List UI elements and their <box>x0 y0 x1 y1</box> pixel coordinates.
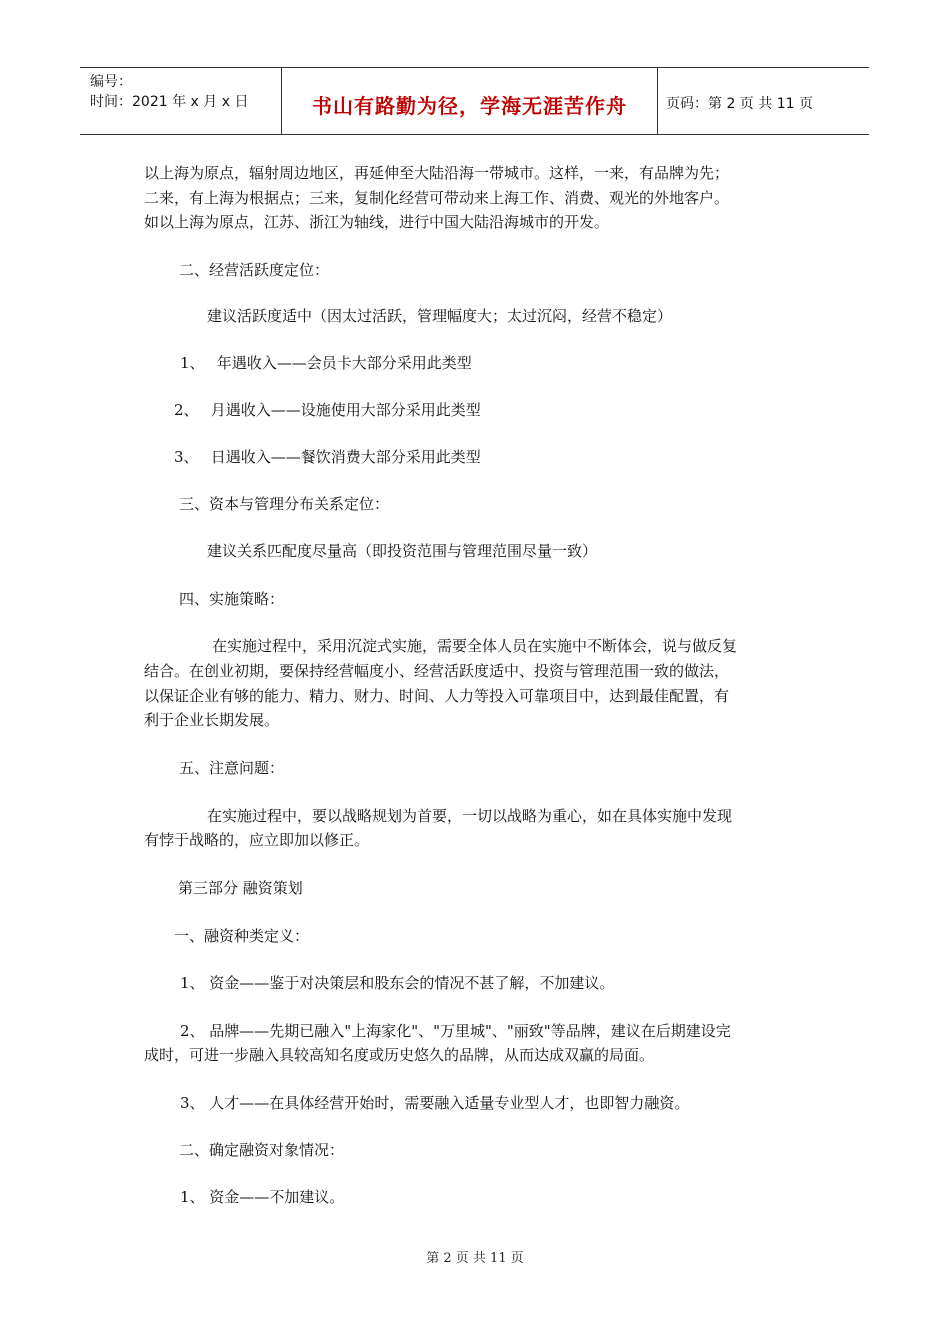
list-text: 月遇收入——设施使用大部分采用此类型 <box>210 401 481 419</box>
list-number: 1、 <box>180 354 205 372</box>
paragraph-line: 成时，可进一步融入具较高知名度或历史悠久的品牌，从而达成双赢的局面。 <box>144 1046 655 1064</box>
section-heading: 一、融资种类定义： <box>174 927 310 945</box>
paragraph-line: 利于企业长期发展。 <box>144 711 280 729</box>
page-header <box>80 67 869 135</box>
header-motto: 书山有路勤为径，学海无涯苦作舟 <box>312 94 627 118</box>
header-page-cell <box>658 68 869 134</box>
header-meta-cell <box>80 68 282 134</box>
section-heading: 五、注意问题： <box>179 759 285 777</box>
paragraph-line: 如以上海为原点，江苏、浙江为轴线，进行中国大陆沿海城市的开发。 <box>144 213 610 231</box>
list-item: 2、 品牌——先期已融入"上海家化"、"万里城"、"丽致"等品牌，建议在后期建设完 <box>180 1022 731 1040</box>
list-item <box>174 400 481 420</box>
list-item: 1、 资金——不加建议。 <box>180 1188 345 1206</box>
paragraph-line: 结合。在创业初期，要保持经营幅度小、经营活跃度适中、投资与管理范围一致的做法， <box>144 662 730 680</box>
paragraph-line: 二来，有上海为根据点；三来，复制化经营可带动来上海工作、消费、观光的外地客户。 <box>144 189 730 207</box>
paragraph-line: 在实施过程中，要以战略规划为首要，一切以战略为重心，如在具体实施中发现 <box>207 807 733 825</box>
list-item: 1、 资金——鉴于对决策层和股东会的情况不甚了解，不加建议。 <box>180 974 615 992</box>
number-label: 编号： <box>90 74 132 90</box>
page-footer: 第 2 页 共 11 页 <box>426 1251 524 1266</box>
list-item <box>180 353 472 373</box>
list-text: 年遇收入——会员卡大部分采用此类型 <box>216 354 472 372</box>
paragraph-line: 以保证企业有够的能力、精力、财力、时间、人力等投入可靠项目中，达到最佳配置，有 <box>144 687 730 705</box>
paragraph-line: 在实施过程中，采用沉淀式实施，需要全体人员在实施中不断体会，说与做反复 <box>212 637 738 655</box>
date-label: 时间：2021 年 x 月 x 日 <box>90 94 249 110</box>
paragraph-line: 建议关系匹配度尽量高（即投资范围与管理范围尽量一致） <box>207 542 598 560</box>
section-heading: 二、确定融资对象情况： <box>179 1141 345 1159</box>
list-number: 2、 <box>174 401 199 419</box>
paragraph-line: 以上海为原点，辐射周边地区，再延伸至大陆沿海一带城市。这样，一来，有品牌为先； <box>144 164 730 182</box>
list-text: 日遇收入——餐饮消费大部分采用此类型 <box>210 448 481 466</box>
section-heading: 二、经营活跃度定位： <box>179 261 330 279</box>
paragraph-line: 建议活跃度适中（因太过活跃，管理幅度大；太过沉闷，经营不稳定） <box>207 307 673 325</box>
list-number: 3、 <box>174 448 199 466</box>
header-motto-cell <box>282 68 658 134</box>
header-page-info: 页码：第 2 页 共 11 页 <box>666 96 813 112</box>
paragraph-line: 有悖于战略的，应立即加以修正。 <box>144 831 370 849</box>
section-heading: 四、实施策略： <box>179 590 285 608</box>
list-item <box>174 447 481 467</box>
section-heading: 三、资本与管理分布关系定位： <box>179 495 390 513</box>
list-item: 3、 人才——在具体经营开始时，需要融入适量专业型人才，也即智力融资。 <box>180 1094 690 1112</box>
part-heading: 第三部分 融资策划 <box>178 879 303 897</box>
